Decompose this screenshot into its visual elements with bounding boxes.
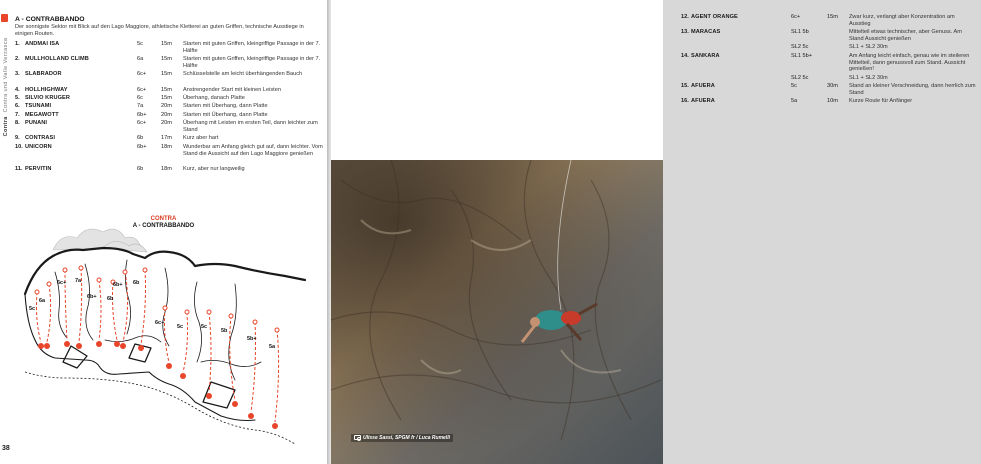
route-desc: Kurz aber hart <box>183 135 219 142</box>
route-grade: 5c <box>791 83 797 90</box>
grade-label: 6b <box>133 280 140 286</box>
route-desc: Überhang, danach Platte <box>183 94 245 101</box>
route-row <box>681 98 981 106</box>
route-row <box>15 41 321 56</box>
route-grade: 6c+ <box>791 14 801 20</box>
grade-label: 6c+ <box>155 320 165 326</box>
route-num: 1. <box>15 41 20 47</box>
route-name: SILVIO KRUGER <box>25 94 71 101</box>
route-name: ANDMAI ISA <box>25 41 60 47</box>
sector-heading <box>15 16 85 23</box>
grade-label: 5c <box>201 324 208 330</box>
route-grade: 6b <box>137 135 144 142</box>
route-length: 15m <box>827 14 838 20</box>
route-num: 7. <box>15 111 20 118</box>
route-desc: Starten mit guten Griffen, kleingriffige Passage in der 7. Hälfte <box>183 41 321 54</box>
grade-label: 5b <box>221 328 228 334</box>
route-num: 5. <box>15 94 20 101</box>
route-num: 6. <box>15 103 20 110</box>
route-name: HOLLHIGHWAY <box>25 86 68 93</box>
route-length: 20m <box>161 103 172 110</box>
topo-sector: A - CONTRABBANDO <box>132 223 195 229</box>
route-name: CONTRASI <box>25 135 56 142</box>
route-row <box>681 14 981 29</box>
route-num: 13. <box>681 29 689 36</box>
route-row <box>15 135 321 143</box>
photo-credit-text: Ulisse Sassi, SPGM fr / Luca Rumelli <box>363 435 450 441</box>
route-desc: Starten mit guten Griffen, kleingriffige Passage in der 7. Hälfte <box>183 56 321 69</box>
grade-label: 6b <box>107 296 114 302</box>
route-name: MEGAWOTT <box>25 111 59 118</box>
route-row <box>15 95 321 103</box>
route-row <box>15 144 321 166</box>
route-row <box>15 166 321 174</box>
route-grade: SL2 5c <box>791 74 809 81</box>
route-length: 10m <box>827 98 838 105</box>
route-desc: Starten mit Überhang, dann Platte <box>183 111 268 118</box>
route-num: 3. <box>15 71 20 78</box>
route-row <box>15 120 321 135</box>
route-num: 15. <box>681 83 689 90</box>
route-grade: 6b <box>137 165 144 172</box>
camera-icon <box>354 435 361 440</box>
topo-area: CONTRA <box>150 216 177 222</box>
route-name: MARACAS <box>691 29 721 36</box>
route-desc: Am Anfang leicht einfach, genau wie im steileren Mittelteil, dann genussvoll zum Stand. Aussicht genießen! <box>849 52 970 73</box>
route-name: AFUERA <box>691 83 715 90</box>
photo-credit <box>351 434 453 442</box>
sector-title: A - CONTRABBANDO <box>15 16 85 23</box>
route-name: SLABRADOR <box>25 71 62 78</box>
route-length: 15m <box>161 41 172 47</box>
route-desc: SL1 + SL2 30m <box>849 74 888 81</box>
route-grade: 6c <box>137 94 143 101</box>
route-num: 9. <box>15 135 20 142</box>
route-num: 2. <box>15 56 20 63</box>
sector-description: Der sonnigste Sektor mit Blick auf den Lago Maggiore, athletische Kletterei an guten Griffen, technische Ausstiege in einigen Routen. <box>15 24 304 37</box>
route-row <box>681 44 981 52</box>
grade-label: 5c <box>177 324 184 330</box>
right-page <box>331 0 976 464</box>
route-row <box>15 112 321 120</box>
route-row <box>15 87 321 95</box>
route-length: 15m <box>161 94 172 101</box>
route-length: 17m <box>161 135 172 142</box>
route-row <box>15 56 321 71</box>
route-start-numbers <box>38 341 278 429</box>
route-length: 30m <box>827 83 838 90</box>
grade-label: 5c <box>29 306 36 312</box>
grade-labels <box>29 278 276 350</box>
route-desc: Starten mit Überhang, dann Platte <box>183 103 268 110</box>
grade-label: 7a <box>75 278 82 284</box>
route-row <box>15 103 321 111</box>
route-length: 18m <box>161 143 172 150</box>
grade-label: 6b+ <box>113 282 123 288</box>
route-name: PERVITIN <box>25 165 52 172</box>
route-grade: 5c <box>137 41 143 47</box>
grade-label: 6c+ <box>57 280 67 286</box>
route-desc: Zwar kurz, verlangt aber Konzentration am Ausstieg <box>849 14 955 27</box>
route-row <box>681 53 981 75</box>
route-grade: 6b+ <box>137 111 147 118</box>
route-length: 20m <box>161 120 172 127</box>
route-grade: 6c+ <box>137 86 147 93</box>
route-lines <box>37 268 279 422</box>
route-name: AFUERA <box>691 98 715 105</box>
route-name: AGENT ORANGE <box>691 14 738 20</box>
route-num: 11. <box>15 165 23 172</box>
route-num: 16. <box>681 98 689 105</box>
side-label-main: Contra <box>3 116 9 137</box>
grade-label: 6b+ <box>87 294 97 300</box>
page-number-right: 39 <box>653 445 661 452</box>
route-desc: SL1 + SL2 30m <box>849 44 888 51</box>
grade-label: 5a <box>269 344 276 350</box>
route-grade: 7a <box>137 103 144 110</box>
route-num: 14. <box>681 52 689 59</box>
route-num: 10. <box>15 143 23 150</box>
route-name: TSUNAMI <box>25 103 52 110</box>
route-table-left <box>15 41 321 174</box>
route-desc: Kurz, aber nur langweilig <box>183 165 245 172</box>
topo-drawing <box>15 212 315 452</box>
route-length: 18m <box>161 165 172 172</box>
route-desc: Anstrengender Start mit kleinen Leisten <box>183 86 281 93</box>
grade-label: 6a <box>39 298 46 304</box>
route-grade: SL2 5c <box>791 44 809 51</box>
route-grade: 6a <box>137 56 144 63</box>
route-name: UNICORN <box>25 143 52 150</box>
route-num: 4. <box>15 86 20 93</box>
route-length: 15m <box>161 86 172 93</box>
route-desc: Mittelteil etwas technischer, aber Genuss. Am Stand Aussicht genießen <box>849 29 962 42</box>
route-desc: Stand an kleiner Verschneidung, dann herrlich zum Stand <box>849 83 976 96</box>
route-name: MULLHOLLAND CLIMB <box>25 56 89 63</box>
climber-photo <box>331 160 663 464</box>
left-page <box>0 0 327 464</box>
route-num: 8. <box>15 120 20 127</box>
side-label-sub: Contra und Valle Verzasca <box>3 37 9 113</box>
grade-label: 5b+ <box>247 336 257 342</box>
route-name: SANKARA <box>691 52 720 59</box>
route-row <box>681 75 981 83</box>
route-desc: Schlüsselstelle am leicht überhängenden Bauch <box>183 71 303 78</box>
route-grade: SL1 5b+ <box>791 52 812 59</box>
route-num: 12. <box>681 14 689 20</box>
route-desc: Wunderbar am Anfang gleich gut auf, dann leichter. Vom Stand die Aussicht auf den Lago Maggiore genießen <box>183 143 323 157</box>
route-length: 15m <box>161 56 172 63</box>
route-desc: Überhang mit Leisten im ersten Teil, dann leichter zum Stand <box>183 120 318 133</box>
route-table-right <box>681 14 981 107</box>
route-grade: 6b+ <box>137 143 147 150</box>
page-number-left: 38 <box>2 445 10 452</box>
side-label <box>2 14 10 164</box>
route-grade: 6c+ <box>137 120 147 127</box>
route-length: 20m <box>161 111 172 118</box>
route-name: PUNANI <box>25 120 48 127</box>
route-grade: 5a <box>791 98 798 105</box>
route-row <box>681 83 981 98</box>
route-desc: Kurze Route für Anfänger <box>849 98 913 105</box>
route-row <box>681 29 981 44</box>
route-grade: 6c+ <box>137 71 147 78</box>
route-length: 15m <box>161 71 172 78</box>
route-grade: SL1 5b <box>791 29 809 36</box>
route-row <box>15 71 321 86</box>
